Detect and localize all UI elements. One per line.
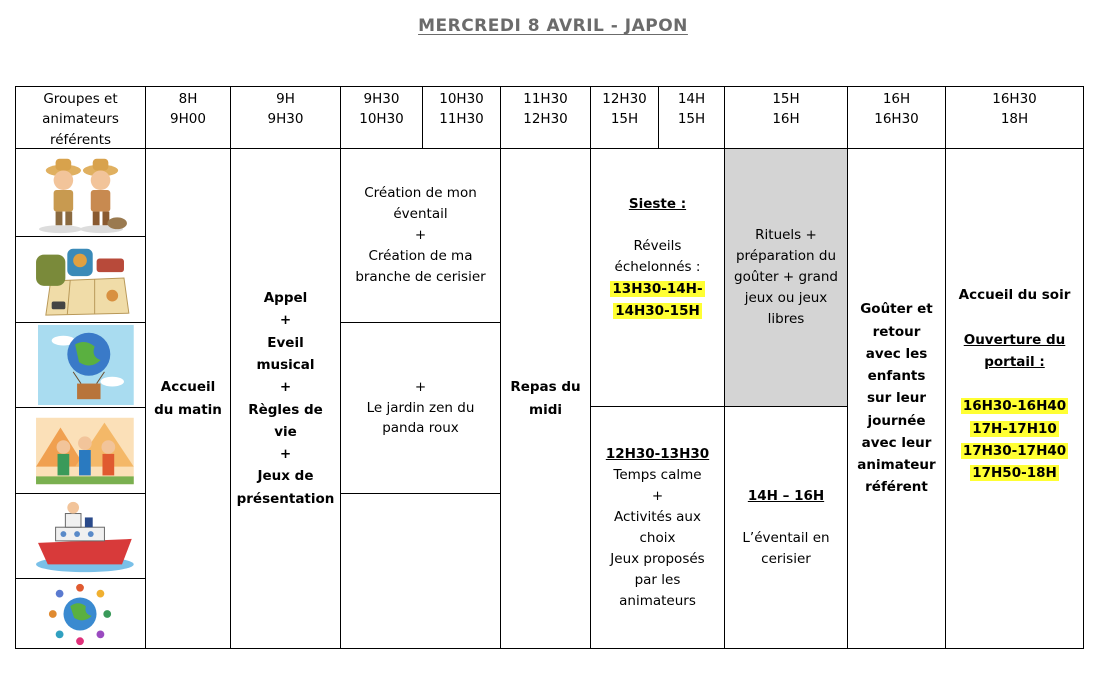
header-12h30: 12H30 15H — [590, 86, 659, 149]
header-10h30: 10H30 11H30 — [422, 86, 501, 149]
hot-air-balloon-image — [15, 322, 146, 408]
children-hikers-image — [15, 407, 146, 494]
header-15h: 15H 16H — [724, 86, 848, 149]
header-16h30: 16H30 18H — [945, 86, 1084, 149]
cell-creation-eventail: Création de mon éventail + Création de ma branche de cerisier — [340, 148, 501, 323]
cell-accueil-matin: Accueil du matin — [145, 148, 231, 649]
cell-temps-calme: 12H30-13H30 Temps calme + Activités aux choix Jeux proposés par les animateurs — [590, 406, 725, 649]
cell-rituels: Rituels + préparation du goûter + grand jeux ou jeux libres — [724, 148, 848, 407]
cell-eventail-cerisier: 14H – 16H L’éventail en cerisier — [724, 406, 848, 649]
header-9h: 9H 9H30 — [230, 86, 341, 149]
header-16h: 16H 16H30 — [847, 86, 946, 149]
header-11h30: 11H30 12H30 — [500, 86, 591, 149]
header-14h: 14H 15H — [658, 86, 725, 149]
cell-repas-midi: Repas du midi — [500, 148, 591, 649]
header-9h30: 9H30 10H30 — [340, 86, 423, 149]
cell-appel-eveil: Appel + Eveil musical + Règles de vie + Jeux de présentation — [230, 148, 341, 649]
cell-sieste: Sieste : Réveils échelonnés : 13H30-14H- 14H30-15H — [590, 148, 725, 407]
cell-accueil-soir: Accueil du soir Ouverture du portail : 16H30-16H40 17H-17H10 17H30-17H40 17H50-18H — [945, 148, 1084, 649]
header-groups: Groupes et animateurs référents — [15, 86, 146, 149]
children-around-globe-image — [15, 578, 146, 649]
backpack-map-image — [15, 236, 146, 323]
explorers-image — [15, 148, 146, 237]
header-8h: 8H 9H00 — [145, 86, 231, 149]
ship-image — [15, 493, 146, 579]
cell-gouter-retour: Goûter et retour avec les enfants sur leur journée avec leur animateur référent — [847, 148, 946, 649]
cell-empty — [340, 493, 501, 649]
page-title: MERCREDI 8 AVRIL - JAPON — [418, 16, 688, 36]
cell-jardin-zen: + Le jardin zen du panda roux — [340, 322, 501, 494]
